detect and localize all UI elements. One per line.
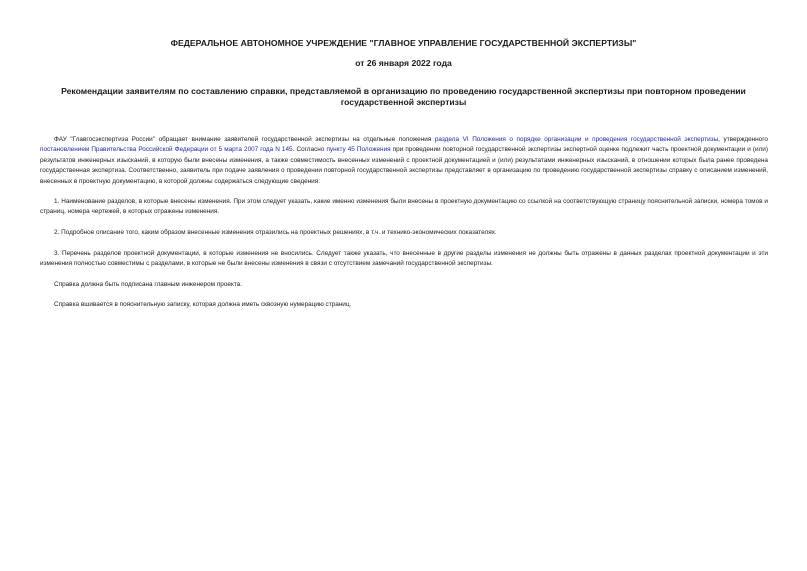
paragraph-item-3-text: 3. Перечень разделов проектной документации, в которые изменения не вносились. Следует также указать, что внесенные в другие разделы изменения не должны быть отражены в данных разделах проектной документации и эти изменения полностью совместимы с разделами, в которые не были внесены изменения в связи с отсутствием замечаний государственной экспертизы. — [40, 250, 768, 268]
paragraph-item-3 — [40, 249, 768, 270]
organization-title: ФЕДЕРАЛЬНОЕ АВТОНОМНОЕ УЧРЕЖДЕНИЕ "ГЛАВНОЕ УПРАВЛЕНИЕ ГОСУДАРСТВЕННОЙ ЭКСПЕРТИЗЫ" — [170, 38, 637, 48]
paragraph-intro — [40, 135, 768, 187]
document-heading: Рекомендации заявителям по составлению справки, представляемой в организацию по проведению государственной экспертизы при повторном проведении государственной экспертизы — [61, 86, 746, 107]
paragraph-binding-note-text: Справка вшивается в пояснительную записку, которая должна иметь сквозную нумерацию страниц. — [54, 301, 352, 308]
paragraph-item-1-text: 1. Наименование разделов, в которые внесены изменения. При этом следует указать, какие именно изменения были внесены в проектную документацию со ссылкой на соответствующую страницу пояснительной записки, номера томов и страниц, номера чертежей, в которых отражены изменения. — [40, 198, 768, 216]
paragraph-signature-note — [40, 280, 768, 290]
link-clause-45[interactable]: пункту 45 Положения — [326, 146, 391, 154]
paragraph-item-2 — [40, 228, 768, 238]
paragraph-signature-note-text: Справка должна быть подписана главным инженером проекта. — [54, 281, 243, 288]
paragraph-intro-text-d: при проведении повторной государственной экспертизы экспертной оценке подлежит часть проектной документации и (или) результатов инженерных изысканий, в которую были внесены изменения, а также совместимость внесенных изменений с проектной документацией и (или) результатами инженерных изысканий, в отношении которых была ранее проведена государственная экспертиза. Соответственно, заявитель при подаче заявления о проведении повторной государственной экспертизы представляет в организацию по проведению государственной экспертизы справку с описанием изменений, внесенных в проектную документацию, в которой должны содержаться следующие сведения: — [40, 146, 768, 185]
link-government-decree-145[interactable]: постановлением Правительства Российской Федерации от 5 марта 2007 года N 145 — [40, 146, 293, 154]
document-date: от 26 января 2022 года — [355, 58, 452, 68]
link-section-vi-regulation[interactable]: раздела VI Положения о порядке организации и проведения государственной экспертизы — [434, 136, 719, 143]
paragraph-intro-text-c: . Согласно — [292, 146, 327, 154]
paragraph-intro-text-a: ФАУ "Главгосэкспертиза России" обращает внимание заявителей государственной экспертизы на отдельные положения — [54, 136, 435, 143]
paragraph-item-1 — [40, 197, 768, 218]
paragraph-item-2-text: 2. Подробное описание того, каким образом внесенные изменения отразились на проектных решениях, в т.ч. и технико-экономических показателях. — [54, 229, 497, 236]
paragraph-intro-text-b: , утвержденного — [718, 136, 768, 143]
paragraph-binding-note — [40, 300, 768, 310]
